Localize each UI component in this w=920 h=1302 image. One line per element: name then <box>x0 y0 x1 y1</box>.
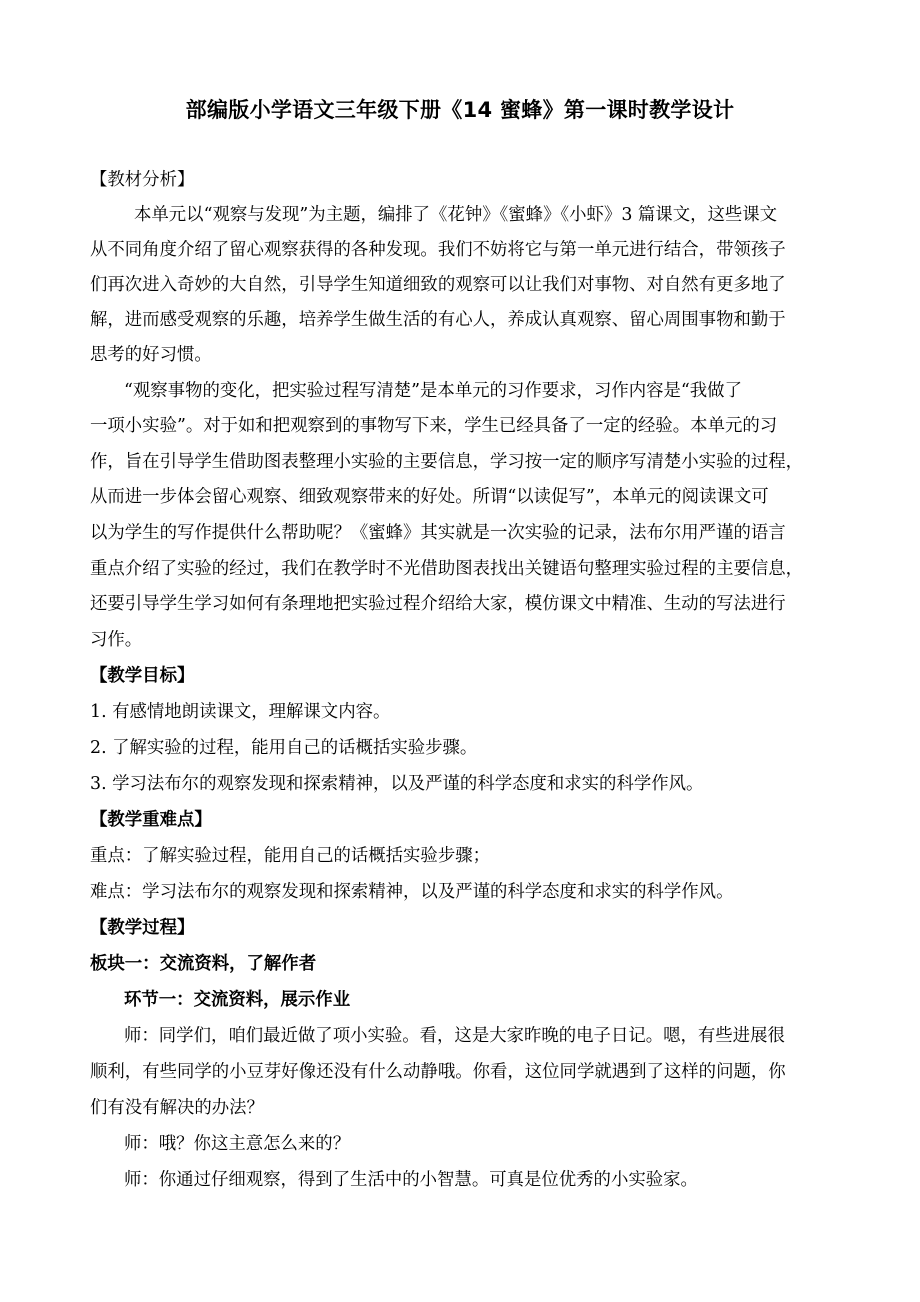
section-heading-material: 【教材分析】 <box>90 170 195 190</box>
dialogue-line: 们有没有解决的办法？ <box>90 1098 264 1118</box>
dialogue-line: 师：哦？你这主意怎么来的？ <box>124 1134 351 1154</box>
paragraph-line: 还要引导学生学习如何有条理地把实验过程介绍给大家，模仿课文中精准、生动的写法进行 <box>90 594 786 614</box>
difficult-point: 难点：学习法布尔的观察发现和探索精神，以及严谨的科学态度和求实的科学作风。 <box>90 882 734 902</box>
paragraph-line: 以为学生的写作提供什么帮助呢？《蜜蜂》其实就是一次实验的记录，法布尔用严谨的语言 <box>90 523 786 543</box>
paragraph-line: 一项小实验”。对于如和把观察到的事物写下来，学生已经具备了一定的经验。本单元的习 <box>90 416 778 436</box>
goal-item: 3. 学习法布尔的观察发现和探索精神，以及严谨的科学态度和求实的科学作风。 <box>90 774 704 794</box>
step-heading: 环节一：交流资料，展示作业 <box>124 990 351 1010</box>
goal-item: 2. 了解实验的过程，能用自己的话概括实验步骤。 <box>90 738 478 758</box>
paragraph-line: 解，进而感受观察的乐趣，培养学生做生活的有心人，养成认真观察、留心周围事物和勤于 <box>90 310 786 330</box>
section-heading-process: 【教学过程】 <box>90 918 195 938</box>
paragraph-line: 重点介绍了实验的经过，我们在教学时不光借助图表找出关键语句整理实验过程的主要信息， <box>90 559 804 579</box>
paragraph-line: “观察事物的变化，把实验过程写清楚”是本单元的习作要求，习作内容是“我做了 <box>124 381 742 401</box>
key-point: 重点：了解实验过程，能用自己的话概括实验步骤； <box>90 846 490 866</box>
dialogue-line: 师：同学们，咱们最近做了项小实验。看，这是大家昨晚的电子日记。嗯，有些进展很 <box>124 1026 785 1046</box>
dialogue-line: 顺利，有些同学的小豆芽好像还没有什么动静哦。你看，这位同学就遇到了这样的问题，你 <box>90 1062 786 1082</box>
dialogue-line: 师：你通过仔细观察，得到了生活中的小智慧。可真是位优秀的小实验家。 <box>124 1170 698 1190</box>
paragraph-line: 从而进一步体会留心观察、细致观察带来的好处。所谓“以读促写”，本单元的阅读课文可 <box>90 487 769 507</box>
goal-item: 1. 有感情地朗读课文，理解课文内容。 <box>90 702 391 722</box>
paragraph-line: 思考的好习惯。 <box>90 345 212 365</box>
paragraph-line: 习作。 <box>90 630 143 650</box>
paragraph-line: 们再次进入奇妙的大自然，引导学生知道细致的观察可以让我们对事物、对自然有更多地了 <box>90 275 786 295</box>
paragraph-line: 本单元以“观察与发现”为主题，编排了《花钟》《蜜蜂》《小虾》3 篇课文，这些课文 <box>134 205 778 225</box>
section-heading-goals: 【教学目标】 <box>90 666 195 686</box>
paragraph-line: 作，旨在引导学生借助图表整理小实验的主要信息，学习按一定的顺序写清楚小实验的过程， <box>90 452 804 472</box>
section-heading-keypoints: 【教学重难点】 <box>90 810 212 830</box>
paragraph-line: 从不同角度介绍了留心观察获得的各种发现。我们不妨将它与第一单元进行结合，带领孩子 <box>90 240 786 260</box>
block-heading: 板块一：交流资料，了解作者 <box>90 954 317 974</box>
page-title: 部编版小学语文三年级下册《14 蜜蜂》第一课时教学设计 <box>185 98 735 122</box>
